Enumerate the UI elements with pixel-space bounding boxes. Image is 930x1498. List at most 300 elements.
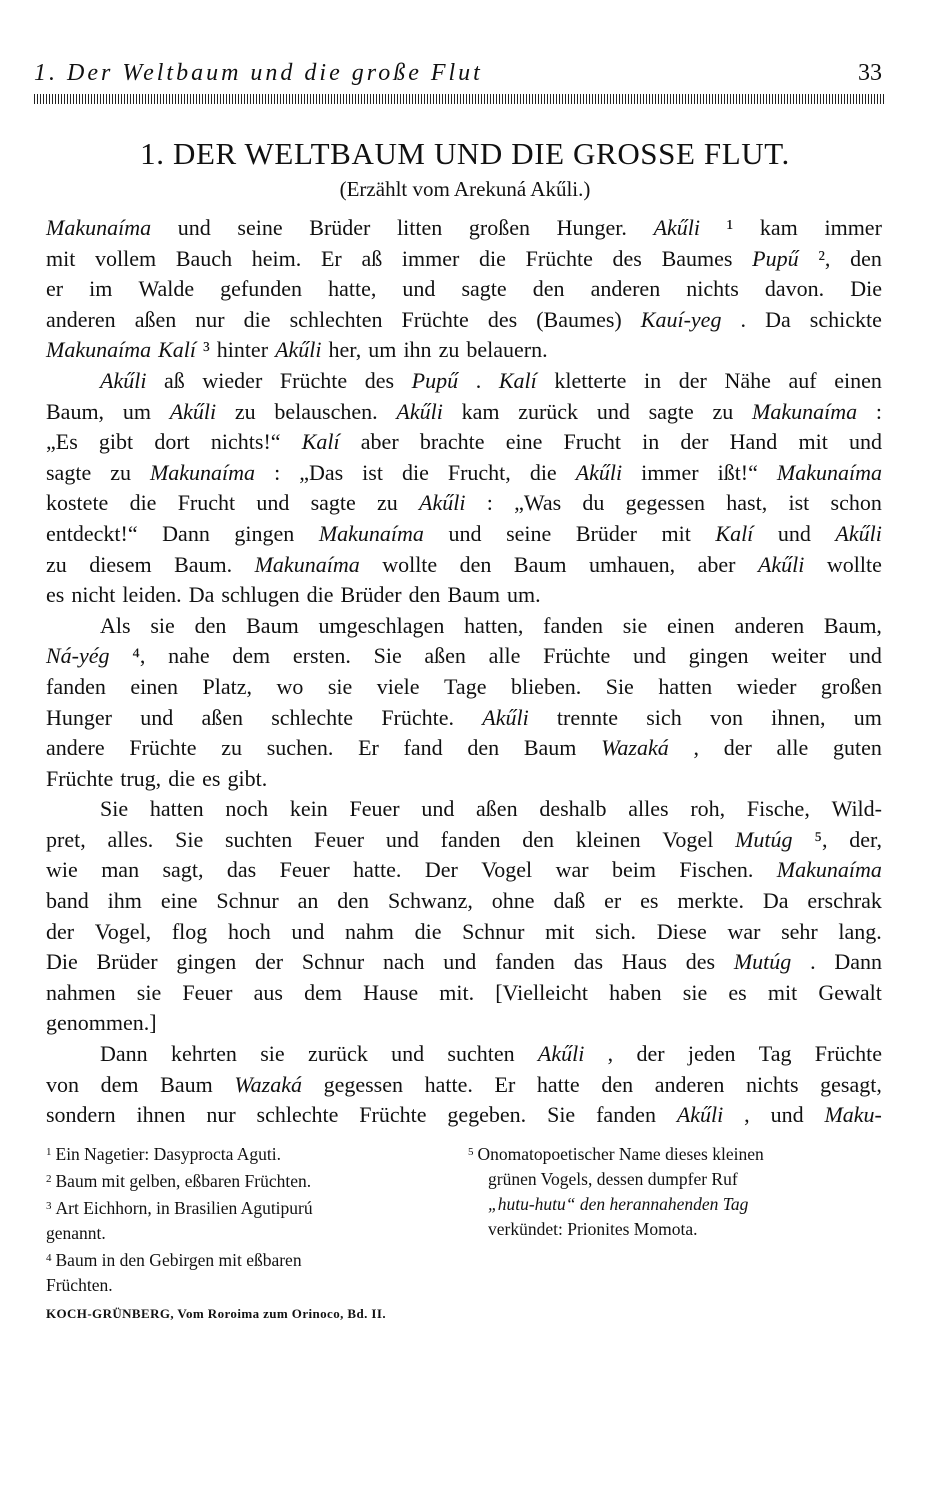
word: Makunaíma [149,459,256,485]
word: Früchte [359,1102,427,1128]
word: anderen [734,612,805,638]
word: gingen [176,949,237,975]
word: hoch [227,918,271,944]
word: und [848,429,882,455]
word: fanden [543,612,604,638]
word: aber [360,429,399,455]
word: Akűli [537,1041,585,1067]
word: der [636,1041,665,1067]
word: Sie [547,1102,576,1128]
word: die [129,490,157,516]
word: und [391,1041,425,1067]
word: Akűli [653,215,700,240]
word: hinter [216,337,269,363]
footnote [46,1246,456,1273]
word: : [274,459,281,485]
word: Platz, [202,673,252,699]
word: man [101,857,140,883]
word: immer [401,245,460,271]
word: den [459,551,492,577]
body-text [46,213,882,1131]
word: Akűli [396,398,443,424]
word: , [607,1041,614,1067]
word: und [770,1102,804,1128]
word: aus [253,979,283,1005]
word: Makunaíma [46,215,152,240]
running-head [34,58,886,110]
word: „Es [46,429,78,455]
word: schlechte [256,1102,339,1128]
word: . [810,949,816,975]
word: sagte [310,490,356,516]
word: nur [195,306,225,332]
word: den [467,735,500,761]
word: der [723,735,752,761]
word: . [475,367,482,393]
word: „Was [514,490,562,516]
word: war [727,918,761,944]
word: Diese [656,918,707,944]
word: Kalí [498,367,537,393]
text-line [46,519,882,550]
word: schon [830,490,882,516]
word: dem [304,979,342,1005]
word: kehrten [170,1041,237,1067]
word: der, [849,826,882,852]
word: umhauen, [588,551,676,577]
word: nichts!“ [210,429,281,455]
word: es [202,765,221,791]
word: Früchte [129,735,197,761]
word: aßen [424,643,466,669]
word: Dann [100,1041,148,1067]
text-line [46,335,882,366]
word: hatte, [328,276,377,302]
word: es [640,888,659,914]
footnote [46,1167,456,1194]
word: gefunden [220,276,303,302]
word: flog [171,918,208,944]
word: mit. [439,979,475,1005]
word: genommen.] [46,1010,157,1036]
word: die [479,245,506,271]
word: ihnen, [771,704,826,730]
word: gesagt, [820,1071,882,1097]
word: Akűli [757,551,805,577]
word: aßen [476,796,518,822]
word: der [680,429,709,455]
word: in [642,429,660,455]
word: und [421,796,455,822]
word: ihm [107,888,142,914]
text-line [46,611,882,642]
word: der [255,949,284,975]
word: Früchte [543,643,611,669]
word: Schnur [301,949,365,975]
word: fand [403,735,443,761]
word: Früchte [401,306,469,332]
word: und [385,826,419,852]
chapter-title: 1. DER WELTBAUM UND DIE GROSSE FLUT. [140,136,790,171]
word: leiden. [122,582,182,608]
word: den [337,888,370,914]
word: schlugen [221,582,300,608]
word: suchten [447,1041,515,1067]
word: den [522,826,555,852]
footnote-continuation: genannt. [46,1223,106,1243]
footnote-text: Art Eichhorn, in Brasilien Agutipurú [55,1198,313,1218]
word: erschrak [807,888,882,914]
word: und [777,520,811,546]
word: blieben. [510,673,582,699]
word: einen [130,673,178,699]
footnote-italic: „hutu-hutu“ den herannahenden Tag [488,1194,749,1214]
word: gegessen [625,490,706,516]
text-line [46,458,882,489]
word: Vogel [662,826,714,852]
footnote-text: Onomatopoetischer Name dieses kleinen [477,1144,764,1164]
text-line [46,855,882,886]
word: Feuer [182,979,233,1005]
word: Gewalt [818,979,882,1005]
word: noch [225,796,269,822]
text-line [46,703,882,734]
word: aß [164,367,185,393]
text-line [46,580,882,611]
word: der [46,918,75,944]
word: die [414,918,442,944]
word: Vogel [481,857,533,883]
word: aber [697,551,736,577]
word: Der [424,857,458,883]
word: sagte [648,398,694,424]
word: Akűli [676,1102,724,1128]
word: ißt!“ [717,459,758,485]
word: ², [818,245,831,271]
word: des [612,245,642,271]
word: fanden [440,826,501,852]
word: zu [438,337,460,363]
word: und [632,643,666,669]
word: sich [646,704,682,730]
footnote-text: Ein Nagetier: Dasyprocta Aguti. [55,1144,281,1164]
word: und [140,704,174,730]
word: roh, [690,796,726,822]
text-line [46,305,882,336]
word: Da [188,582,215,608]
word: viele [376,673,420,699]
footnote [468,1140,888,1167]
footnotes-left-column [46,1140,456,1298]
word: Er [320,245,342,271]
word: sagte [461,276,507,302]
word: wollte [826,551,882,577]
word: und [291,918,325,944]
word: um [853,704,882,730]
word: davon. [764,276,825,302]
text-line [46,794,882,825]
word: Maku- [824,1102,882,1128]
text-line [46,366,882,397]
word: Akűli [100,367,147,393]
publication-credit: KOCH-GRÜNBERG, Vom Roroima zum Orinoco, Bd. II. [46,1306,386,1321]
text-line [46,1070,882,1101]
word: Makunaíma [752,398,858,424]
word: Sie [373,643,402,669]
word: des [685,949,716,975]
word: Baum [523,735,577,761]
word: hatte. [424,1071,473,1097]
word: hatten, [464,612,524,638]
footnote-number: 5 [468,1146,474,1158]
word: schickte [809,306,882,332]
word: sie [327,673,353,699]
word: immer [824,215,882,240]
word: sie [260,1041,285,1067]
word: Ná-yég [46,643,110,669]
word: her, [328,337,362,363]
word: an [297,888,319,914]
word: Wild- [831,796,882,822]
text-line [46,1100,882,1131]
word: Frucht [563,429,621,455]
word: Baum. [174,551,233,577]
word: dem [232,643,271,669]
word: ersten. [292,643,351,669]
word: sie [622,612,648,638]
word: Frucht [177,490,236,516]
word: kam [461,398,500,424]
word: war [555,857,589,883]
word: , [693,735,699,761]
word: wo [276,673,304,699]
word: sie [136,979,162,1005]
text-line [46,886,882,917]
word: trennte [556,704,619,730]
word: zu [221,735,243,761]
word: Mutúg [733,949,792,975]
word: anderen [590,276,661,302]
text-line [46,274,882,305]
word: Brüder [575,520,637,546]
word: die [529,459,557,485]
word: : [486,490,493,516]
word: den [532,276,565,302]
word: aßen [134,306,177,332]
word: Akűli [275,337,322,363]
word: Da [762,888,789,914]
footnote-continuation: Früchten. [46,1275,113,1295]
text-line [46,764,882,795]
word: du [582,490,605,516]
running-head-title: 1. Der Weltbaum und die große Flut [34,60,483,86]
word: um. [507,582,541,608]
footnote-continuation: grünen Vogels, dessen dumpfer Ruf [488,1169,738,1189]
word: hatte [536,1071,580,1097]
word: seine [506,520,552,546]
text-line [46,397,882,428]
page-number: 33 [858,60,882,86]
word: schlechten [289,306,383,332]
word: aßen [201,704,243,730]
text-line [46,917,882,948]
word: Tag [758,1041,792,1067]
word: des [364,367,395,393]
word: Pupű [752,245,799,271]
word: auf [788,367,817,393]
word: kein [289,796,328,822]
word: belauschen. [274,398,378,424]
word: „Das [299,459,344,485]
word: und [596,398,630,424]
word: Baum [246,612,299,638]
word: Kalí [301,429,340,455]
text-line [46,244,882,275]
word: Feuer [279,857,330,883]
word: sagt, [162,857,204,883]
word: der [678,367,707,393]
word: von [46,1071,79,1097]
footnote-continuation [468,1192,888,1217]
word: den [194,612,227,638]
word: Hunger. [556,215,627,240]
word: gegessen [323,1071,404,1097]
word: seine [237,215,283,240]
word: Hand [729,429,778,455]
word: dem [100,1071,139,1097]
word: im [89,276,113,302]
word: Mutúg [735,826,793,852]
word: Sie [100,796,129,822]
word: Fische, [746,796,810,822]
word: dort [154,429,190,455]
word: ihnen [136,1102,186,1128]
word: Die [850,276,882,302]
word: haben [609,979,662,1005]
word: die [306,582,334,608]
text-line [46,427,882,458]
word: Frucht, [447,459,511,485]
footnote-text: Baum mit gelben, eßbaren Früchten. [55,1171,312,1191]
word: Nähe [724,367,771,393]
word: sie [682,979,708,1005]
word: er [46,276,64,302]
word: gibt [98,429,134,455]
word: und [402,276,436,302]
word: Akűli [835,520,882,546]
word: ⁵, [814,826,828,852]
word: Brüder [309,215,371,240]
word: Makunaíma [318,520,424,546]
word: Schwanz, [387,888,473,914]
decorative-rule [34,94,886,104]
word: Makunaíma [776,857,882,883]
word: Die [46,949,78,975]
word: litten [397,215,443,240]
word: den [850,245,882,271]
word: daß [553,888,586,914]
word: es [46,582,65,608]
word: nichts [686,276,739,302]
word: Vogel, [94,918,152,944]
word: alle [776,735,809,761]
word: Dann [162,520,210,546]
word: nahm [345,918,394,944]
word: nur [206,1102,236,1128]
word: schlechte [271,704,354,730]
text-line [46,978,882,1009]
word: suchten [225,826,293,852]
word: Er [358,735,379,761]
footnote-number: 2 [46,1173,52,1185]
word: ihn [403,337,432,363]
word: kletterte [554,367,627,393]
text-line [46,672,882,703]
word: und [848,643,882,669]
word: Früchte. [381,704,455,730]
word: ist [788,490,810,516]
footnote-number: 1 [46,1146,52,1158]
word: das [226,857,257,883]
word: das [573,949,604,975]
word: und [256,490,290,516]
word: Dann [834,949,882,975]
word: guten [833,735,882,761]
word: Als [100,612,131,638]
text-line [46,1039,882,1070]
word: und [448,520,482,546]
word: merkte. [677,888,744,914]
word: alles [628,796,669,822]
word: Makunaíma [776,459,882,485]
word: zurück [518,398,579,424]
word: den [408,582,441,608]
word: hatten [149,796,204,822]
text-line [46,641,882,672]
word: die [168,765,196,791]
word: alles. [107,826,154,852]
word: zu [46,551,67,577]
word: Früchte [814,1041,882,1067]
word: deshalb [539,796,607,822]
word: Baum, [823,612,882,638]
word: Kauí-yeg [640,306,722,332]
word: suchen. [266,735,334,761]
word: umgeschlagen [318,612,445,638]
word: hast, [726,490,768,516]
word: kostete [46,490,109,516]
word: Hause [363,979,419,1005]
word: aß [361,245,383,271]
word: ohne [491,888,535,914]
word: Haus [621,949,667,975]
word: belauern. [466,337,548,363]
word: sich. [595,918,637,944]
word: Tage [444,673,487,699]
word: gegeben. [447,1102,527,1128]
word: gibt. [227,765,268,791]
word: um [368,337,397,363]
word: wieder [202,367,263,393]
word: fanden [46,673,106,699]
word: eine [160,888,198,914]
word: sagte [46,459,92,485]
word: mit [798,429,828,455]
word: nahmen [46,979,116,1005]
word: Akűli [169,398,217,424]
word: nahe [168,643,210,669]
text-line [46,825,882,856]
